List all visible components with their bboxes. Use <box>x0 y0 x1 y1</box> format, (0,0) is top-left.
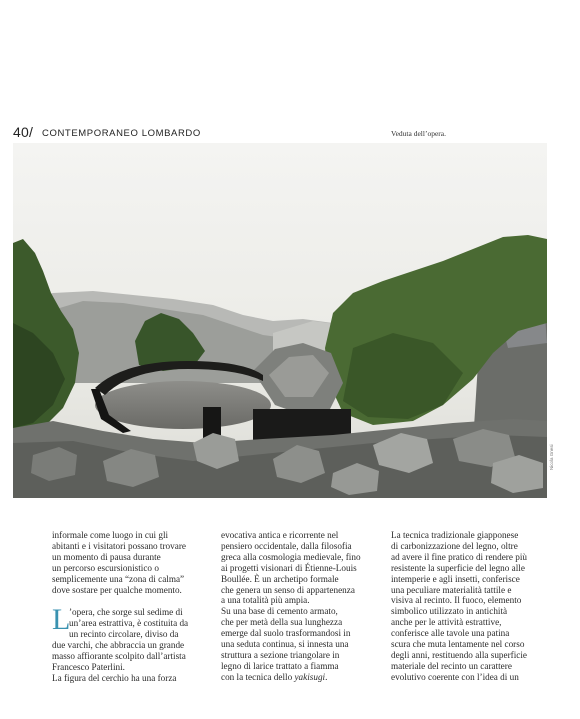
text-line: ad avere il fine pratico di rendere più <box>391 551 527 562</box>
page-header <box>13 126 547 142</box>
text-line: a una totalità più ampia. <box>221 595 310 606</box>
text-line: materiale del recinto un carattere <box>391 660 512 671</box>
dropcap-letter: L <box>52 603 71 637</box>
text-line: intemperie e agli insetti, conferisce <box>391 573 520 584</box>
text-line: masso affiorante scolpito dall’artista <box>52 651 186 662</box>
text-line: La tecnica tradizionale giapponese <box>391 530 519 540</box>
text-line: evolutivo coerente con l’idea di un <box>391 671 519 682</box>
page-number-slash: / <box>28 124 34 140</box>
photo-caption: Veduta dell’opera. <box>391 129 446 138</box>
text-line: simbolico utilizzato in antichità <box>391 606 508 617</box>
text-line: una peculiare materialità tattile e <box>391 584 512 595</box>
text-line: semplicemente una “zona di calma” <box>52 573 185 584</box>
text-line: ’opera, che sorge sul sedime di <box>69 607 183 618</box>
text-line: anche per le attività estrattive, <box>391 617 502 628</box>
text-line: Francesco Paterlini. <box>52 661 125 672</box>
text-line: informale come luogo in cui gli <box>52 530 169 540</box>
text-line: una seduta continua, si innesta una <box>221 639 349 650</box>
text-line: legno di larice trattato a fiamma <box>221 660 339 671</box>
text-column-2 <box>221 530 371 683</box>
text-column-1 <box>52 530 192 684</box>
section-title: CONTEMPORANEO LOMBARDO <box>42 128 201 139</box>
text-line: conferisce alle tavole una patina <box>391 628 510 639</box>
italic-term: yakisugi <box>294 671 326 682</box>
text-line: greca alla cosmologia medievale, fino <box>221 551 361 562</box>
text-line: un recinto circolare, diviso da <box>69 629 179 640</box>
text-line: un’area estrattiva, è costituita da <box>69 618 189 629</box>
dropcap-paragraph <box>52 603 192 640</box>
text-column-3 <box>391 530 541 683</box>
text-line: scura che muta lentamente nel corso <box>391 639 525 650</box>
text-line: Boullée. È un archetipo formale <box>221 573 339 584</box>
text-line: evocativa antica e ricorrente nel <box>221 530 339 540</box>
text-line: di carbonizzazione del legno, oltre <box>391 540 518 551</box>
text-line: che genera un senso di appartenenza <box>221 584 355 595</box>
text-line: che per metà della sua lunghezza <box>221 617 343 628</box>
photo-credit: Nicola Gnesi <box>549 444 554 470</box>
article-body <box>52 530 527 690</box>
text-line: visiva al recinto. Il fuoco, elemento <box>391 595 522 606</box>
landscape-photo <box>13 143 547 498</box>
text-line: abitanti e i visitatori possano trovare <box>52 540 186 551</box>
text-line: degli anni, restituendo alla superficie <box>391 649 527 660</box>
text-line: pensiero occidentale, dalla filosofia <box>221 540 352 551</box>
text-line: ai progetti visionari di Étienne-Louis <box>221 562 357 573</box>
text-line: La figura del cerchio ha una forza <box>52 672 177 683</box>
text-line-last: con la tecnica dello yakisugi. <box>221 671 328 682</box>
text-line: struttura a sezione triangolare in <box>221 649 340 660</box>
text-line: resistente la superficie del legno alle <box>391 562 525 573</box>
page-number: 40/ <box>13 124 34 140</box>
text-line: emerge dal suolo trasformandosi in <box>221 628 351 639</box>
text-line: dove sostare per qualche momento. <box>52 584 182 595</box>
text-line: un percorso escursionistico o <box>52 562 159 573</box>
text-line: due varchi, che abbraccia un grande <box>52 640 185 651</box>
text-line: Su una base di cemento armato, <box>221 606 338 617</box>
text-line: un momento di pausa durante <box>52 551 161 562</box>
